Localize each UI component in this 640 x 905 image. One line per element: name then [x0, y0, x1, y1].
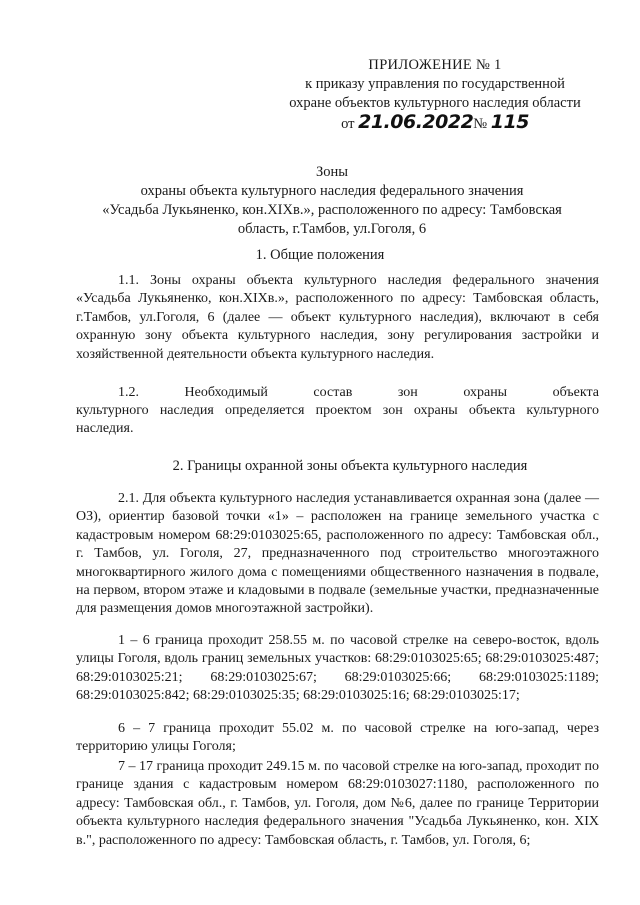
- title-line-4: область, г.Тамбов, ул.Гоголя, 6: [237, 221, 427, 237]
- handwritten-number: 115: [490, 111, 529, 133]
- appendix-title: ПРИЛОЖЕНИЕ № 1: [368, 57, 502, 73]
- appendix-date-line: [270, 113, 600, 134]
- paragraph-border-6-7: 6 – 7 граница проходит 55.02 м. по часовой стрелке на юго-запад, через территорию улицы Гоголя;: [76, 721, 599, 755]
- document-title: [60, 163, 604, 239]
- title-line-2: охраны объекта культурного наследия федерального значения: [140, 183, 524, 199]
- from-prefix: от: [341, 116, 355, 132]
- paragraph-1-2-rest: культурного наследия определяется проектом зон охраны объекта культурного наследия.: [76, 403, 599, 437]
- paragraph-2-1: 2.1. Для объекта культурного наследия устанавливается охранная зона (далее — ОЗ), ориентир базовой точки «1» – расположен на границе земельного участка с кадастровым номером 68:29:0103025:65, расположенного по адресу: Тамбовская обл., г. Тамбов, ул. Гоголя, 27, предназначенного под строительство многоэтажного многоквартирного жилого дома с помещениями общественного назначения в подвале, на первом, втором этаже и кладовыми в подвале (земельные участки, предназначенные для размещения домов многоэтажной застройки).: [76, 491, 599, 617]
- title-line-3: «Усадьба Лукьяненко, кон.XIXв.», расположенного по адресу: Тамбовская: [102, 202, 562, 218]
- paragraph-1-1: 1.1. Зоны охраны объекта культурного наследия федерального значения «Усадьба Лукьяненко, кон.XIXв.», расположенного по адресу: Тамбовская область, г.Тамбов, ул.Гоголя, 6 (далее — объект культурного наследия), включают в себя охранную зону объекта культурного наследия, зону регулирования застройки и хозяйственной деятельности объекта культурного наследия.: [76, 273, 599, 362]
- paragraph-border-7-17: 7 – 17 граница проходит 249.15 м. по часовой стрелке на юго-запад, проходит по границе здания с кадастровым номером 68:29:0103027:1180, расположенного по адресу: Тамбовская обл., г. Тамбов, ул. Гоголя, дом №6, далее по границе Территории объекта культурного наследия федерального значения "Усадьба Лукьяненко, кон. XIX в.", расположенного по адресу: Тамбовская область, г. Тамбов, ул. Гоголя, 6;: [76, 759, 599, 848]
- paragraph-1-2-first-line: 1.2. Необходимый состав зон охраны объекта: [118, 385, 599, 400]
- number-sign: №: [473, 116, 488, 132]
- appendix-line-2: охране объектов культурного наследия области: [289, 95, 581, 111]
- section-2-heading: 2. Границы охранной зоны объекта культурного наследия: [172, 458, 528, 474]
- appendix-line-1: к приказу управления по государственной: [305, 76, 565, 92]
- title-line-1: Зоны: [315, 164, 349, 180]
- section-1-heading: 1. Общие положения: [255, 247, 385, 263]
- appendix-header: [270, 56, 600, 134]
- paragraph-border-1-6: 1 – 6 граница проходит 258.55 м. по часовой стрелке на северо-восток, вдоль улицы Гоголя, вдоль границ земельных участков: 68:29:0103025:65; 68:29:0103025:487; 68:29:0103025:21; 68:29:0103025:67; 68:29:0103025:66; 68:29:0103025:1189; 68:29:0103025:842; 68:29:0103025:35; 68:29:0103025:16; 68:29:0103025:17;: [76, 633, 599, 704]
- handwritten-date: 21.06.2022: [358, 111, 474, 133]
